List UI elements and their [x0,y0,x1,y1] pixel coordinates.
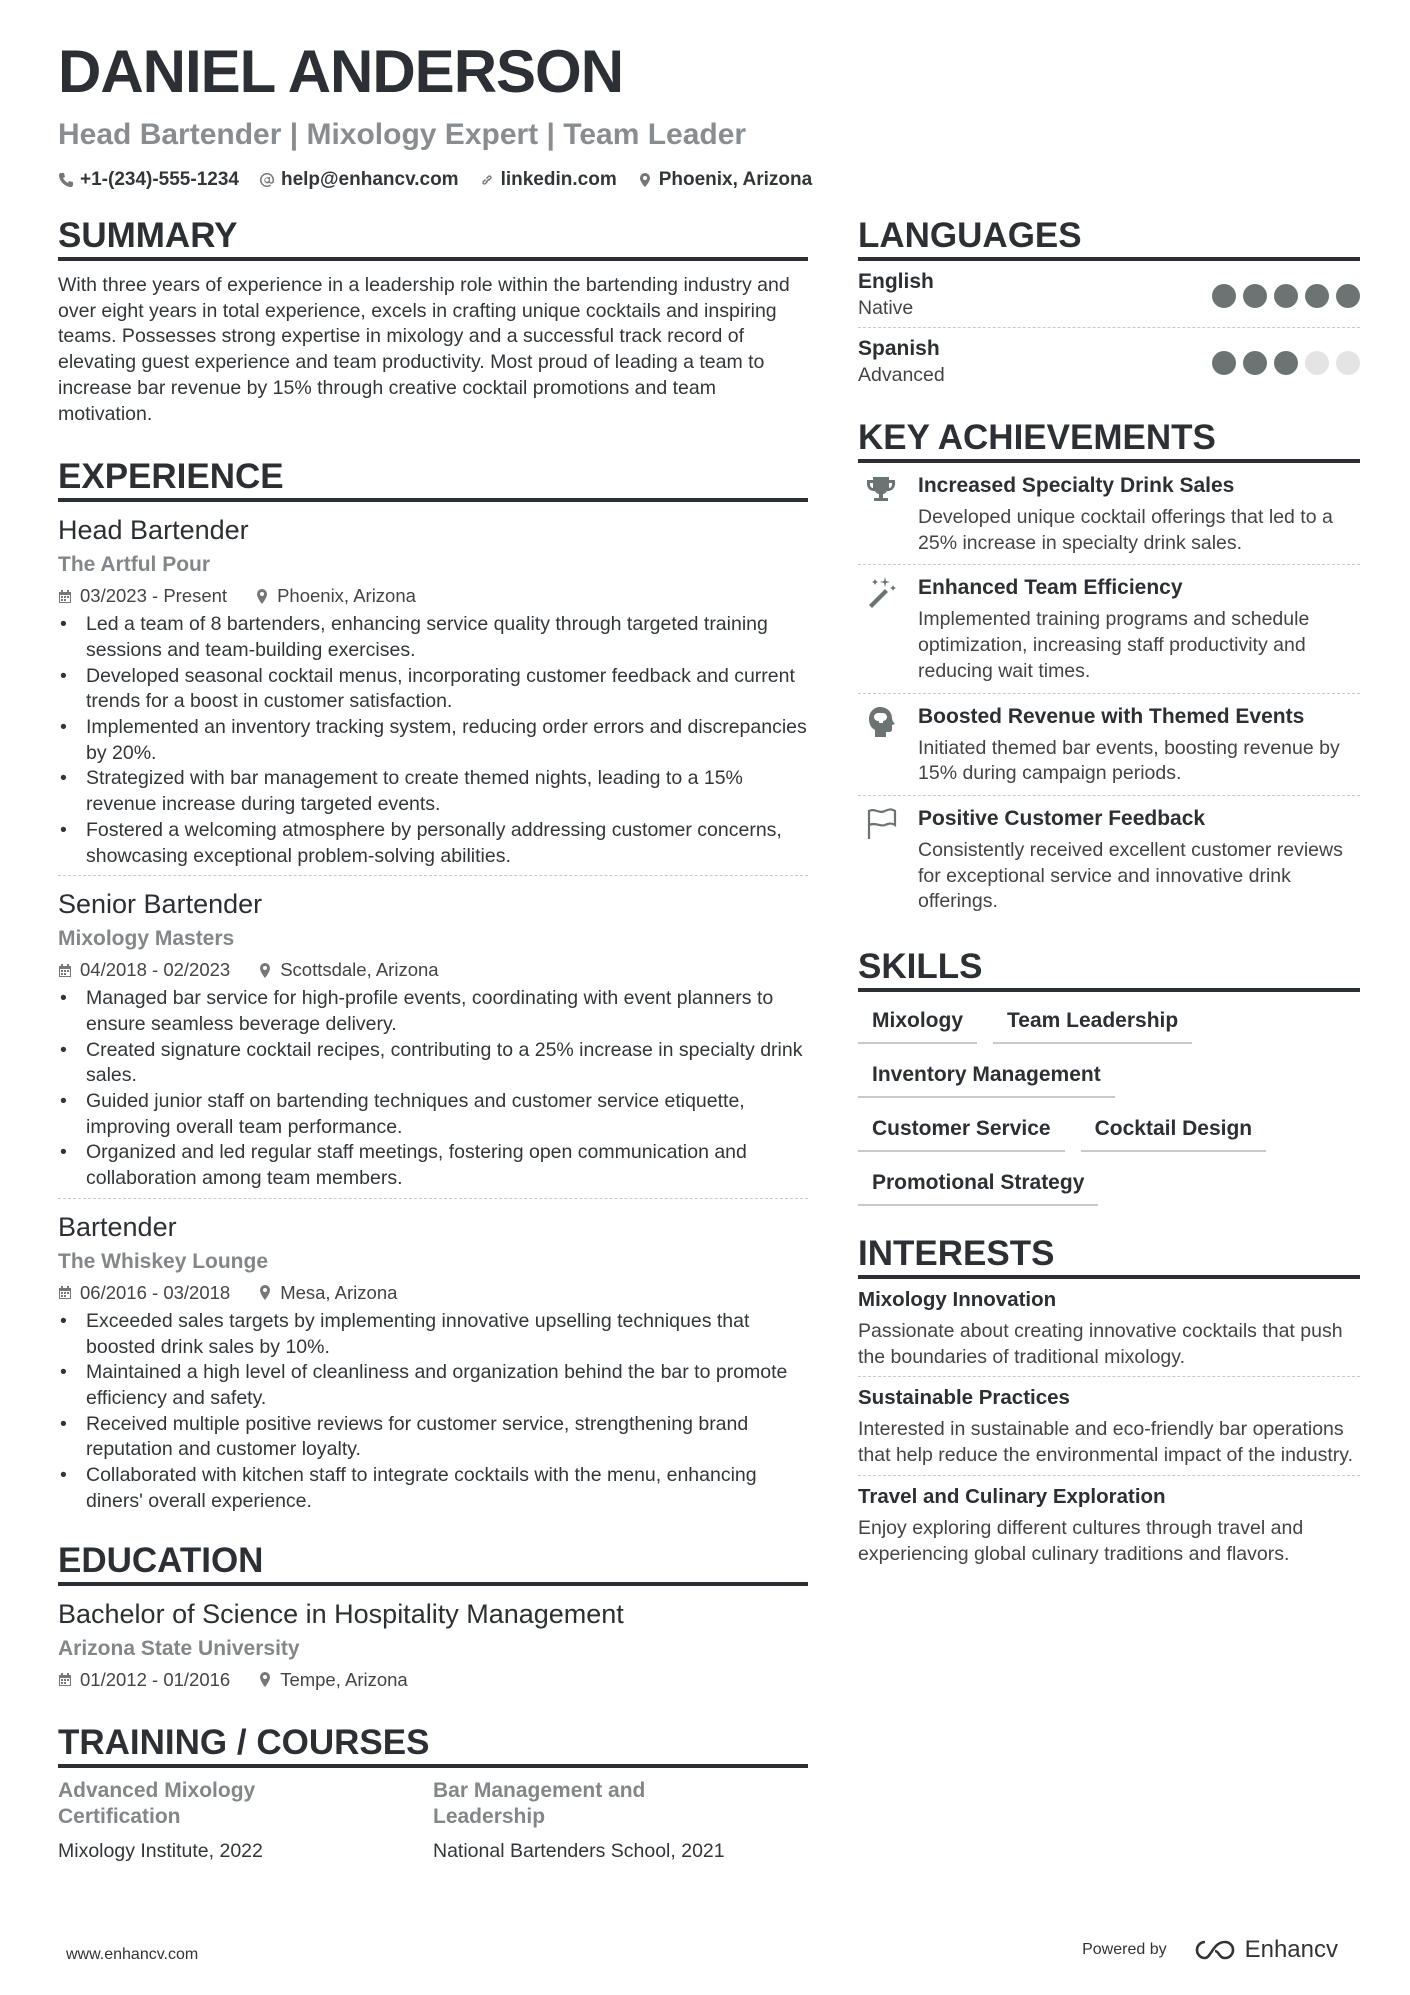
skills-heading: SKILLS [858,949,1360,992]
achievement-desc: Implemented training programs and schedule optimization, increasing staff productivity and reducing wait times. [918,608,1310,682]
location-pin-icon [258,1285,272,1300]
rating-dot [1305,351,1329,375]
job-bullet: • Strategized with bar management to create themed nights, leading to a 15% revenue increase during targeted events. [58,766,808,817]
location-pin-icon [255,589,269,604]
achievement-desc: Developed unique cocktail offerings that led to a 25% increase in specialty drink sales. [918,506,1333,554]
footer-branding [1082,1936,1338,1964]
location-pin-icon [258,963,272,978]
degree-title: Bachelor of Science in Hospitality Management [58,1598,624,1629]
candidate-title: Head Bartender | Mixology Expert | Team Leader [58,118,747,151]
training-item [433,1778,808,1864]
language-rating [1212,351,1360,375]
language-item [858,327,1360,394]
job-bullets [58,612,808,869]
calendar-icon [58,963,72,978]
job-bullet: • Collaborated with kitchen staff to integrate cocktails with the menu, enhancing diners' overall experience. [58,1463,808,1514]
flag-icon [863,806,899,842]
brand-name: Enhancv [1244,1936,1338,1963]
trophy-icon [863,473,899,509]
email-text: help@enhancv.com [280,169,459,190]
interest-item [858,1376,1360,1474]
interests-section [858,1236,1360,1573]
job-bullet: • Implemented an inventory tracking system, reducing order errors and discrepancies by 20%. [58,715,808,766]
training-provider: Mixology Institute, 2022 [58,1839,263,1862]
footer-website[interactable]: www.enhancv.com [66,1946,199,1963]
enhancv-logo-icon [1193,1938,1237,1962]
interest-desc: Interested in sustainable and eco-friendly bar operations that help reduce the environmental impact of the industry. [858,1418,1354,1467]
job-title: Bartender [58,1211,177,1242]
job-title: Senior Bartender [58,889,263,920]
language-rating [1212,284,1360,308]
summary-text: With three years of experience in a leadership role within the bartending industry and over eight years in total experience, excels in crafting unique cocktails and inspiring teams. Possesses strong expertise in mixology and a successful track record of elevating guest experience and team productivity. Most proud of leading a team to increase bar revenue by 15% through creative cocktail promotions and team motivation. [58,274,790,425]
calendar-icon [58,589,72,604]
interest-title: Travel and Culinary Exploration [858,1484,1166,1508]
job-entry [58,875,808,1192]
rating-dot [1212,284,1236,308]
education-heading: EDUCATION [58,1543,808,1586]
training-section [58,1722,808,1864]
candidate-name: DANIEL ANDERSON [58,38,624,105]
head-brain-icon [863,704,899,740]
skill-tag: Cocktail Design [1081,1112,1267,1152]
job-location: Phoenix, Arizona [277,585,416,607]
powered-by-label: Powered by [1082,1941,1167,1958]
contact-email[interactable] [259,170,459,189]
calendar-icon [58,1672,72,1687]
summary-section [58,218,808,427]
achievement-title: Increased Specialty Drink Sales [918,474,1235,497]
interest-title: Mixology Innovation [858,1288,1057,1312]
education-section [58,1540,808,1693]
achievement-item [858,463,1360,564]
rating-dot [1243,284,1267,308]
achievement-title: Enhanced Team Efficiency [918,576,1183,600]
job-meta [58,957,808,983]
location-pin-icon [637,172,653,188]
job-meta [58,1280,808,1306]
interest-desc: Enjoy exploring different cultures through travel and experiencing global culinary traditions and flavors. [858,1516,1304,1565]
interest-desc: Passionate about creating innovative cocktails that push the boundaries of traditional mixology. [858,1320,1343,1368]
right-column [858,218,1360,1573]
training-title: Advanced Mixology Certification [58,1778,256,1828]
job-dates: 04/2018 - 02/2023 [80,959,231,981]
job-bullet: • Managed bar service for high-profile events, coordinating with event planners to ensure seamless beverage delivery. [58,986,808,1037]
contact-linkedin[interactable] [479,170,617,189]
job-company: The Artful Pour [58,553,211,577]
achievements-section [858,420,1360,923]
training-heading: TRAINING / COURSES [58,1725,808,1768]
achievement-title: Boosted Revenue with Themed Events [918,704,1305,728]
language-item [858,261,1360,327]
skill-tag: Inventory Management [858,1058,1115,1098]
achievement-item [858,795,1360,923]
job-bullet: • Led a team of 8 bartenders, enhancing service quality through targeted training sessions and team-building exercises. [58,612,808,663]
left-column [58,218,808,1864]
achievement-item [858,564,1360,692]
rating-dot [1336,351,1360,375]
education-meta [58,1667,808,1693]
language-name: Spanish [858,337,940,360]
brand-logo[interactable] [1193,1936,1338,1964]
achievement-item [858,693,1360,795]
rating-dot [1336,284,1360,308]
achievements-heading: KEY ACHIEVEMENTS [858,420,1360,463]
skills-list [858,1004,1328,1206]
rating-dot [1274,351,1298,375]
languages-heading: LANGUAGES [858,218,1360,261]
phone-text: +1-(234)-555-1234 [80,169,239,190]
job-bullet: • Fostered a welcoming atmosphere by personally addressing customer concerns, showcasing exceptional problem-solving abilities. [58,818,808,869]
experience-section [58,459,808,1514]
magic-wand-icon [863,575,899,611]
job-title: Head Bartender [58,515,249,546]
achievement-desc: Consistently received excellent customer reviews for exceptional service and innovative drink offerings. [918,838,1343,913]
skill-tag: Mixology [858,1004,977,1044]
job-location: Mesa, Arizona [280,1281,398,1303]
job-entry [58,502,808,869]
job-bullets [58,986,808,1192]
job-company: Mixology Masters [58,927,235,951]
location-text: Phoenix, Arizona [658,169,813,190]
rating-dot [1274,284,1298,308]
phone-icon [58,172,74,188]
job-company: The Whiskey Lounge [58,1249,269,1273]
language-name: English [858,270,934,293]
calendar-icon [58,1285,72,1300]
interests-heading: INTERESTS [858,1236,1360,1279]
job-meta [58,583,808,609]
experience-heading: EXPERIENCE [58,459,808,502]
interest-title: Sustainable Practices [858,1386,1070,1410]
rating-dot [1212,351,1236,375]
skills-section [858,949,1360,1206]
at-icon [259,172,275,188]
skill-tag: Customer Service [858,1112,1065,1152]
skill-tag: Promotional Strategy [858,1166,1098,1206]
job-bullet: • Exceeded sales targets by implementing innovative upselling techniques that boosted drink sales by 10%. [58,1309,808,1360]
job-bullet: • Received multiple positive reviews for customer service, strengthening brand reputation and customer loyalty. [58,1412,808,1463]
interest-item [858,1475,1360,1573]
skill-tag: Team Leadership [993,1004,1192,1044]
linkedin-text: linkedin.com [500,169,617,190]
language-level: Advanced [858,364,945,386]
training-item [58,1778,433,1864]
summary-heading: SUMMARY [58,218,808,261]
education-dates: 01/2012 - 01/2016 [80,1668,231,1690]
job-location: Scottsdale, Arizona [280,959,439,981]
training-provider: National Bartenders School, 2021 [433,1839,725,1862]
training-list [58,1778,808,1864]
school-name: Arizona State University [58,1636,300,1660]
job-dates: 06/2016 - 03/2018 [80,1281,231,1303]
achievement-desc: Initiated themed bar events, boosting revenue by 15% during campaign periods. [918,736,1340,785]
rating-dot [1305,284,1329,308]
contact-bar [58,170,812,189]
contact-location [637,170,812,189]
education-location: Tempe, Arizona [280,1668,408,1690]
languages-section [858,218,1360,394]
interest-item [858,1279,1360,1376]
contact-phone[interactable] [58,170,239,189]
job-entry [58,1198,808,1515]
achievement-title: Positive Customer Feedback [918,806,1206,830]
location-pin-icon [258,1672,272,1687]
job-bullet: • Maintained a high level of cleanliness and organization behind the bar to promote efficiency and safety. [58,1360,808,1411]
job-dates: 03/2023 - Present [80,585,228,607]
job-bullets [58,1309,808,1515]
training-title: Bar Management and Leadership [433,1778,646,1828]
job-bullet: • Developed seasonal cocktail menus, incorporating customer feedback and current trends for a boost in customer satisfaction. [58,664,808,715]
education-entry [58,1586,808,1693]
language-level: Native [858,297,914,319]
job-bullet: • Guided junior staff on bartending techniques and customer service etiquette, improving overall team performance. [58,1089,808,1140]
rating-dot [1243,351,1267,375]
job-bullet: • Created signature cocktail recipes, contributing to a 25% increase in specialty drink sales. [58,1038,808,1089]
link-icon [479,172,495,188]
job-bullet: • Organized and led regular staff meetings, fostering open communication and collaboration among team members. [58,1140,808,1191]
